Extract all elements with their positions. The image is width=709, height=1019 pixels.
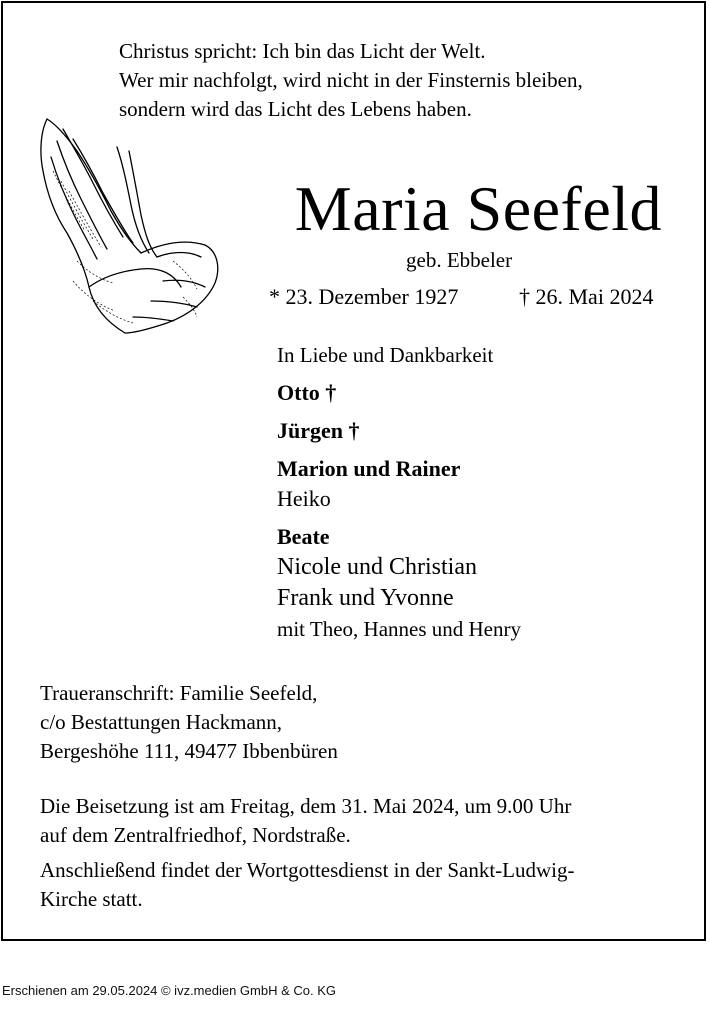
funeral-notice	[40, 792, 571, 850]
service-line: Anschließend findet der Wortgottesdienst in der Sankt-Ludwig-	[40, 858, 575, 882]
address-line: Bergeshöhe 111, 49477 Ibbenbüren	[40, 739, 338, 763]
mourner-name: Nicole und Christian	[277, 554, 477, 580]
service-line: Kirche statt.	[40, 887, 143, 911]
condolence-address	[40, 679, 338, 766]
funeral-line: auf dem Zentralfriedhof, Nordstraße.	[40, 823, 351, 847]
address-line: c/o Bestattungen Hackmann,	[40, 710, 283, 734]
service-notice	[40, 856, 574, 914]
mourner-name: Heiko	[277, 486, 331, 511]
obituary-card	[1, 1, 706, 941]
mourner-name: mit Theo, Hannes und Henry	[277, 617, 521, 641]
address-line: Traueranschrift: Familie Seefeld,	[40, 681, 318, 705]
mourner-name: Jürgen †	[277, 418, 360, 443]
birth-date: * 23. Dezember 1927	[269, 284, 459, 309]
mourner-name: Otto †	[277, 380, 337, 405]
mourners-list	[277, 340, 521, 644]
funeral-line: Die Beisetzung ist am Freitag, dem 31. Mai 2024, um 9.00 Uhr	[40, 794, 572, 818]
maiden-name: geb. Ebbeler	[406, 248, 513, 272]
verse-line: sondern wird das Licht des Lebens haben.	[119, 97, 472, 121]
deceased-name: Maria Seefeld	[294, 173, 662, 244]
death-date: † 26. Mai 2024	[519, 284, 654, 309]
mourners-intro: In Liebe und Dankbarkeit	[277, 343, 494, 367]
verse-line: Wer mir nachfolgt, wird nicht in der Finsternis bleiben,	[119, 68, 583, 92]
verse-line: Christus spricht: Ich bin das Licht der Welt.	[119, 39, 486, 63]
mourner-name: Frank und Yvonne	[277, 585, 454, 611]
mourner-name: Marion und Rainer	[277, 456, 461, 481]
mourner-name: Beate	[277, 524, 330, 549]
praying-hands-icon	[33, 111, 223, 339]
publication-footer: Erschienen am 29.05.2024 © ivz.medien GmbH & Co. KG	[2, 983, 337, 998]
